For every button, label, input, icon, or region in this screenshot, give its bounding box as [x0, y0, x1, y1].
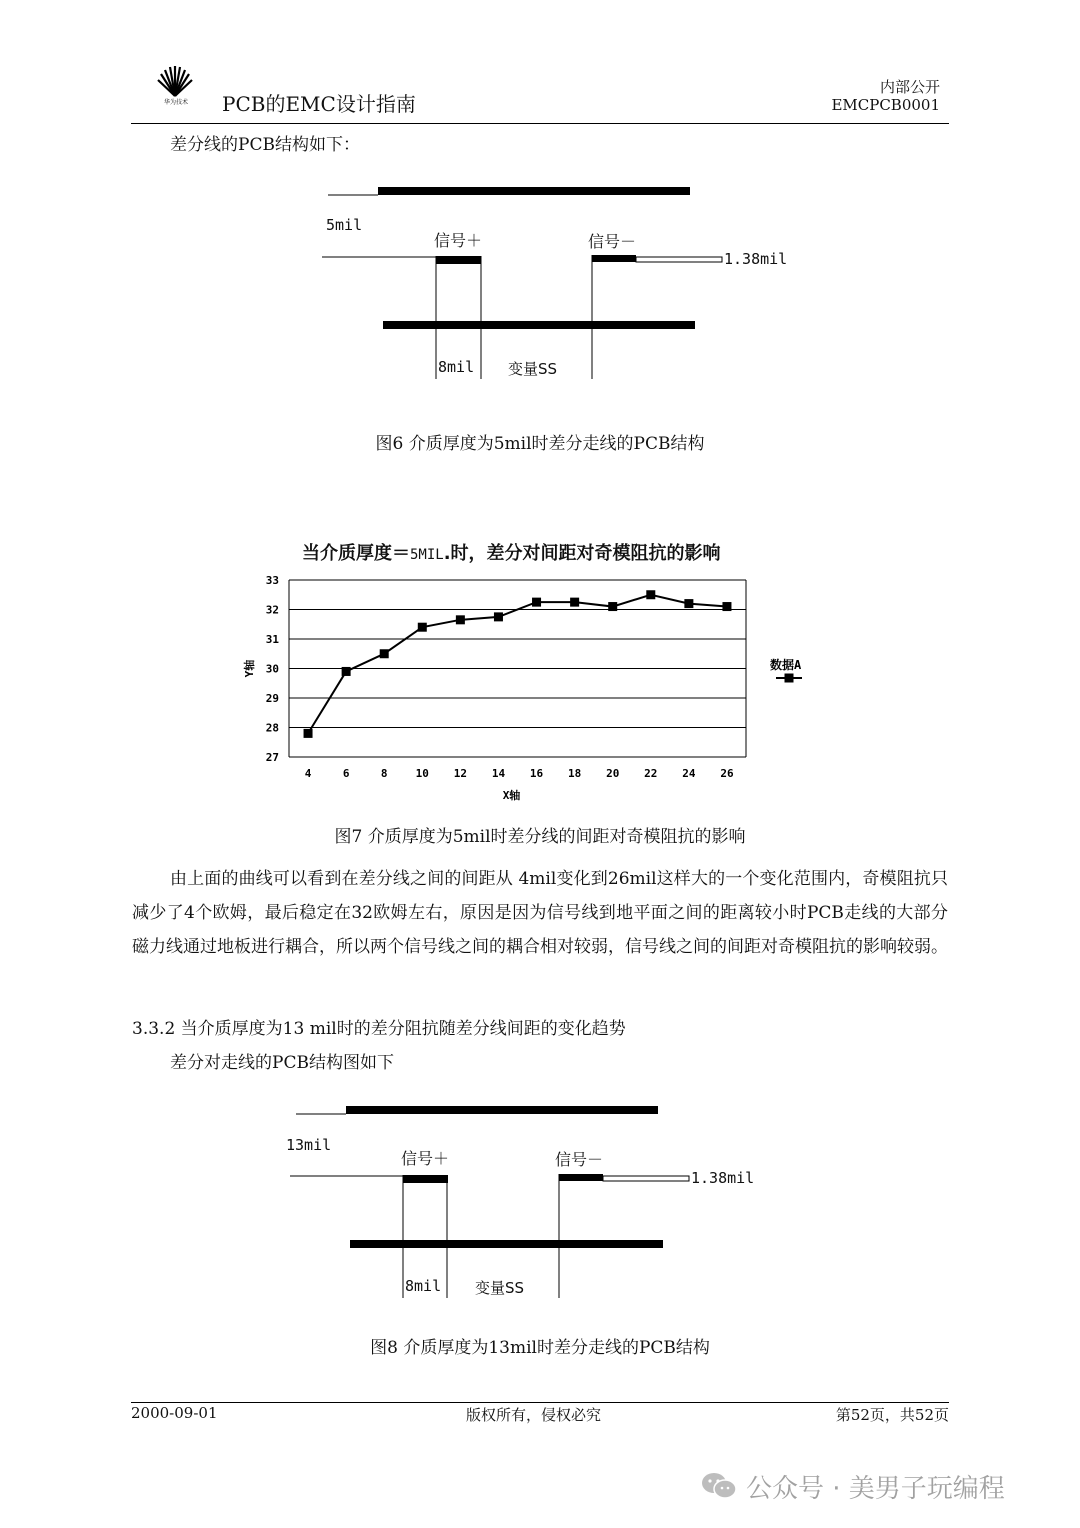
- x-tick-label: 18: [568, 767, 582, 780]
- chart-title-part2: 5MIL: [410, 547, 444, 563]
- x-tick-label: 10: [415, 767, 429, 780]
- figure6-caption: 图6 介质厚度为5mil时差分走线的PCB结构: [375, 434, 705, 454]
- document-code: EMCPCB0001: [831, 96, 940, 114]
- fig8-signal-plus-label: 信号＋: [401, 1149, 450, 1168]
- section-subline: 差分对走线的PCB结构图如下: [170, 1053, 394, 1073]
- y-tick-label: 31: [265, 633, 279, 646]
- section-heading: 3.3.2 当介质厚度为13 mil时的差分阻抗随差分线间距的变化趋势: [132, 1019, 626, 1039]
- fig8-dielectric-label: 13mil: [286, 1136, 332, 1154]
- x-tick-label: 26: [720, 767, 734, 780]
- watermark: [700, 1466, 1005, 1506]
- bottom-ground-plane: [350, 1240, 663, 1248]
- y-tick-label: 32: [265, 603, 279, 617]
- fig6-signal-plus-label: 信号＋: [434, 231, 483, 250]
- x-tick-label: 4: [304, 767, 312, 780]
- fig8-spacing-label: 变量SS: [475, 1279, 525, 1297]
- intro-line: 差分线的PCB结构如下：: [170, 135, 360, 155]
- chart-title-part3: .时，差分对间距对奇模阻抗的影响: [443, 543, 721, 564]
- fig8-width-label: 8mil: [405, 1277, 442, 1295]
- y-tick-label: 30: [265, 662, 279, 676]
- fig6-dielectric-label: 5mil: [326, 216, 363, 234]
- document-title: PCB的EMC设计指南: [222, 92, 416, 116]
- footer-page-number: 第52页，共52页: [835, 1406, 949, 1424]
- trace-minus: [559, 1174, 603, 1181]
- fig8-thickness-label: 1.38mil: [691, 1169, 755, 1187]
- fig8-signal-minus-label: 信号－: [555, 1150, 604, 1169]
- y-axis-label: Y轴: [243, 659, 256, 678]
- x-tick-label: 12: [453, 767, 467, 780]
- figure8-caption: 图8 介质厚度为13mil时差分走线的PCB结构: [370, 1338, 710, 1358]
- x-tick-label: 24: [682, 767, 696, 780]
- figure7-caption: 图7 介质厚度为5mil时差分线的间距对奇模阻抗的影响: [334, 827, 746, 847]
- fig6-spacing-label: 变量SS: [508, 360, 558, 378]
- x-tick-label: 20: [606, 767, 620, 780]
- y-tick-label: 28: [265, 721, 279, 735]
- footer-copyright: 版权所有，侵权必究: [466, 1406, 602, 1424]
- x-tick-label: 14: [491, 767, 506, 780]
- trace-plus: [403, 1175, 448, 1183]
- wechat-icon: [700, 1471, 738, 1501]
- y-tick-label: 27: [265, 751, 279, 764]
- legend-label: 数据A: [770, 658, 802, 672]
- x-tick-label: 16: [529, 767, 544, 780]
- fig6-width-label: 8mil: [438, 358, 475, 376]
- x-tick-label: 22: [644, 767, 658, 780]
- y-tick-label: 29: [265, 692, 279, 705]
- x-tick-label: 8: [380, 767, 388, 780]
- x-axis-label: X轴: [502, 789, 521, 802]
- fig6-signal-minus-label: 信号－: [588, 232, 637, 251]
- y-tick-label: 33: [265, 574, 279, 587]
- fig6-thickness-label: 1.38mil: [724, 250, 788, 268]
- footer-rule: [131, 1402, 949, 1403]
- chart-title-part1: 当介质厚度＝: [302, 543, 410, 564]
- footer-date: 2000-09-01: [131, 1404, 218, 1422]
- logo-text: 华为技术: [163, 99, 188, 106]
- x-tick-label: 6: [342, 767, 350, 780]
- watermark-text: 公众号 · 美男子玩编程: [746, 1473, 1005, 1504]
- top-ground-plane: [346, 1106, 658, 1114]
- body-paragraph: 由上面的曲线可以看到在差分线之间的间距从 4mil变化到26mil这样大的一个变化范围内，奇模阻抗只减少了4个欧姆，最后稳定在32欧姆左右，原因是因为信号线到地平面之间的距离较小时PCB走线的大部分磁力线通过地板进行耦合，所以两个信号线之间的耦合相对较弱，信号线之间的间距对奇模阻抗的影响较弱。: [132, 869, 948, 957]
- classification-label: 内部公开: [879, 78, 940, 96]
